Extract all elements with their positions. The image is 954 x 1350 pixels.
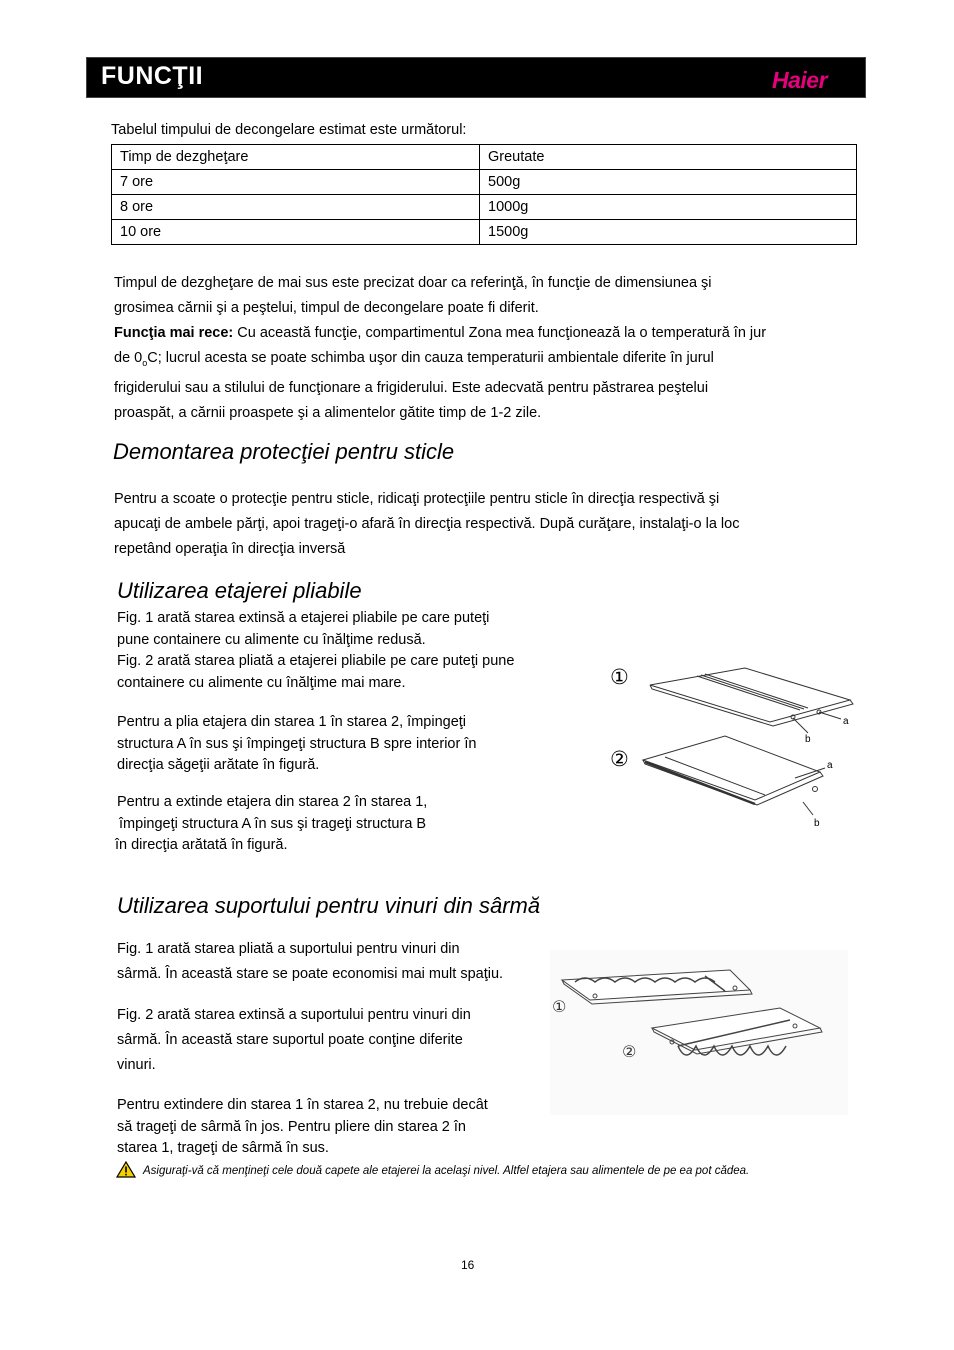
table-header-cell: Timp de dezgheţare — [112, 145, 480, 170]
label-a-2: a — [827, 760, 833, 771]
cooler-label: Funcţia mai rece: — [114, 325, 234, 341]
haier-logo — [771, 67, 851, 93]
table-header-row — [112, 145, 857, 170]
table-intro: Tabelul timpului de decongelare estimat este următorul: — [111, 122, 467, 138]
text-line: Pentru a scoate o protecţie pentru sticle, ridicaţi protecţiile pentru sticle în direcţia respectivă şi — [114, 491, 720, 507]
page-header — [86, 57, 866, 98]
wine-rack-p3 — [117, 1095, 557, 1160]
text-line: pune containere cu alimente cu înălţime redusă. — [117, 631, 426, 648]
table-cell: 1000g — [480, 195, 857, 220]
warning-text: Asiguraţi-vă că menţineţi cele două capete ale etajerei la acelaşi nivel. Altfel etajera sau alimentele de pe ea pot cădea. — [143, 1165, 750, 1177]
text-line: Fig. 1 arată starea extinsă a etajerei pliabile pe care puteţi — [117, 610, 490, 626]
figure-number-1: ① — [610, 665, 629, 689]
table-row — [112, 195, 857, 220]
folding-shelf-figure — [605, 660, 865, 835]
text-line: să trageţi de sârmă în jos. Pentru pliere din starea 2 în — [117, 1118, 466, 1135]
text-line: containere cu alimente cu înălţime mai mare. — [117, 674, 406, 691]
table-row — [112, 220, 857, 245]
shelf-extended-drawing — [650, 668, 853, 733]
folding-shelf-p2 — [117, 712, 577, 777]
page-title: FUNCŢII — [101, 62, 204, 90]
text-line: Timpul de dezgheţare de mai sus este precizat doar ca referinţă, în funcţie de dimensiunea şi — [114, 275, 712, 291]
figure-number-2: ② — [610, 747, 629, 771]
text-line: frigiderului sau a stilului de funcţionare a frigiderului. Este adecvată pentru păstrarea peştelui — [114, 379, 709, 396]
text-line — [114, 321, 854, 346]
table-header-cell: Greutate — [480, 145, 857, 170]
degree-sub: o — [142, 357, 148, 368]
table-row — [112, 170, 857, 195]
text-line: grosimea cărnii şi a peştelui, timpul de decongelare poate fi diferit. — [114, 300, 539, 316]
text-line: apucaţi de ambele părţi, apoi trageţi-o afară în direcţia respectivă. După curăţare, instalaţi-o la loc — [114, 516, 740, 532]
text-line: structura A în sus şi împingeţi structura B spre interior în — [117, 735, 477, 752]
wine-rack-p1 — [117, 937, 557, 987]
text-line: Fig. 2 arată starea extinsă a suportului pentru vinuri din — [117, 1007, 471, 1023]
text-line: Pentru a plia etajera din starea 1 în starea 2, împingeţi — [117, 714, 467, 730]
text-line: împingeţi structura A în sus şi trageţi structura B — [115, 815, 427, 832]
text-line: în direcţia arătată în figură. — [115, 837, 288, 853]
table-cell: 1500g — [480, 220, 857, 245]
folding-shelf-p1 — [117, 608, 577, 694]
page-number: 16 — [461, 1258, 475, 1272]
warning-icon — [116, 1161, 136, 1178]
text-line: sârmă. În această stare suportul poate conţine diferite — [117, 1032, 463, 1048]
label-b-1: b — [805, 734, 811, 745]
label-a-1: a — [843, 716, 849, 727]
table-cell: 8 ore — [112, 195, 480, 220]
figure-number-1: ① — [552, 997, 567, 1016]
text-line: proaspăt, a cărnii proaspete şi a alimentelor gătite timp de 1-2 zile. — [114, 404, 542, 421]
text-line: vinuri. — [117, 1057, 156, 1073]
label-b-2: b — [814, 818, 820, 829]
text-line: Pentru a extinde etajera din starea 2 în starea 1, — [117, 794, 428, 810]
shelf-folded-drawing — [643, 736, 825, 815]
text-line: sârmă. În această stare se poate economisi mai mult spaţiu. — [117, 966, 504, 982]
text-line: starea 1, trageţi de sârmă în sus. — [117, 1140, 329, 1156]
thaw-time-table — [111, 144, 857, 245]
table-cell: 10 ore — [112, 220, 480, 245]
text-line — [114, 346, 854, 376]
cooler-paragraph — [114, 321, 854, 426]
figure-number-2: ② — [622, 1042, 637, 1061]
folding-shelf-p3 — [115, 792, 575, 857]
wine-rack-figure — [550, 950, 848, 1115]
table-cell: 7 ore — [112, 170, 480, 195]
thaw-note — [114, 271, 854, 426]
svg-text:Haier: Haier — [772, 67, 828, 93]
table-cell: 500g — [480, 170, 857, 195]
text-span: Cu această funcţie, compartimentul Zona mea funcţionează la o temperatură în jur — [233, 325, 767, 341]
text-line: Fig. 2 arată starea pliată a etajerei pliabile pe care puteţi pune — [117, 653, 515, 669]
text-span: C; lucrul acesta se poate schimba uşor din cauza temperaturii ambientale diferite în jurul — [147, 350, 714, 366]
bottle-guard-text — [114, 487, 854, 562]
wine-rack-heading: Utilizarea suportului pentru vinuri din sârmă — [117, 893, 541, 918]
text-line: direcţia săgeţii arătate în figură. — [117, 757, 320, 773]
bottle-guard-heading: Demontarea protecţiei pentru sticle — [113, 439, 455, 464]
folding-shelf-heading: Utilizarea etajerei pliabile — [117, 578, 362, 603]
text-line: Fig. 1 arată starea pliată a suportului pentru vinuri din — [117, 941, 460, 957]
text-span: de 0 — [114, 350, 143, 366]
text-line: repetând operaţia în direcţia inversă — [114, 541, 346, 557]
text-line: Pentru extindere din starea 1 în starea 2, nu trebuie decât — [117, 1097, 488, 1113]
wine-rack-p2 — [117, 1003, 557, 1078]
